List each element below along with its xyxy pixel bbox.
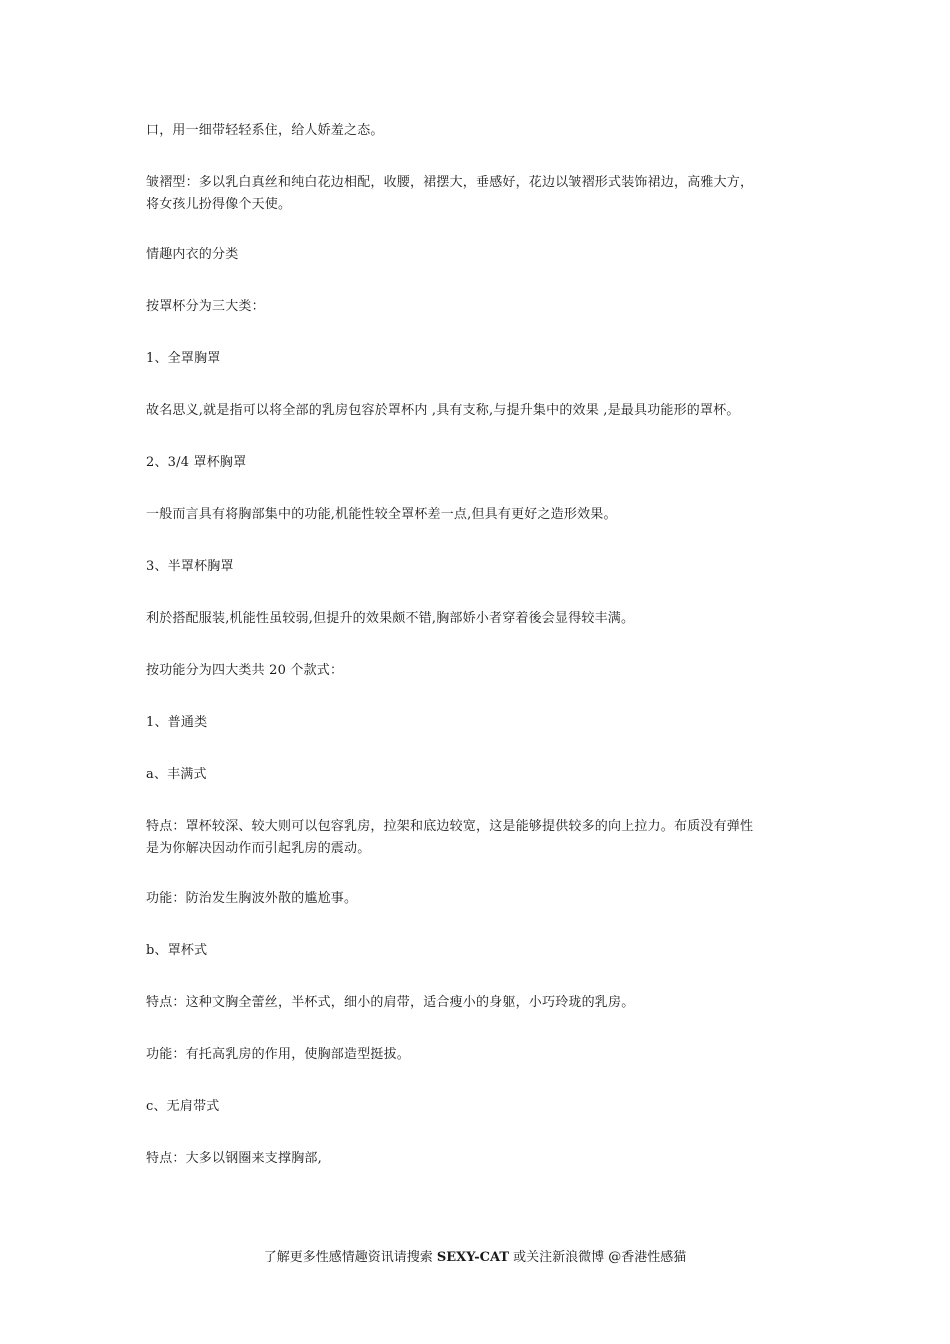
paragraph-line: 口，用一细带轻轻系住，给人娇羞之态。 <box>146 123 384 138</box>
paragraph <box>146 1096 816 1118</box>
paragraph-line: c、无肩带式 <box>146 1099 220 1114</box>
paragraph <box>146 400 816 422</box>
paragraph-line: 利於搭配服装,机能性虽较弱,但提升的效果颇不错,胸部娇小者穿着後会显得较丰满。 <box>146 611 635 626</box>
paragraph-line: 按罩杯分为三大类： <box>146 299 265 314</box>
paragraph-line: 故名思义,就是指可以将全部的乳房包容於罩杯内 ,具有支称,与提升集中的效果 ,是最具功能形的罩杯。 <box>146 403 740 418</box>
paragraph-line: 特点：罩杯较深、较大则可以包容乳房，拉架和底边较宽，这是能够提供较多的向上拉力。布质没有弹性 <box>146 819 754 834</box>
paragraph <box>146 120 816 142</box>
paragraph <box>146 712 816 734</box>
paragraph-line: 1、全罩胸罩 <box>146 351 221 366</box>
paragraph-line: 特点：这种文胸全蕾丝，半杯式，细小的肩带，适合瘦小的身躯，小巧玲珑的乳房。 <box>146 995 635 1010</box>
footer-brand: SEXY-CAT <box>436 1250 510 1265</box>
paragraph-line: 特点：大多以钢圈来支撑胸部, <box>146 1151 322 1166</box>
paragraph <box>146 172 816 216</box>
document-body <box>146 120 816 1200</box>
footer-prefix: 了解更多性感情趣资讯请搜索 <box>263 1250 437 1265</box>
paragraph-line: 功能：有托高乳房的作用，使胸部造型挺拔。 <box>146 1047 411 1062</box>
paragraph-line: 一般而言具有将胸部集中的功能,机能性较全罩杯差一点,但具有更好之造形效果。 <box>146 507 617 522</box>
paragraph-line: b、罩杯式 <box>146 943 208 958</box>
paragraph <box>146 940 816 962</box>
paragraph <box>146 764 816 786</box>
paragraph-line: 功能：防治发生胸波外散的尴尬事。 <box>146 891 358 906</box>
paragraph <box>146 504 816 526</box>
paragraph <box>146 992 816 1014</box>
paragraph-line: 皱褶型：多以乳白真丝和纯白花边相配，收腰，裙摆大，垂感好，花边以皱褶形式装饰裙边，高雅大方， <box>146 175 754 190</box>
paragraph <box>146 452 816 474</box>
paragraph <box>146 1148 816 1170</box>
paragraph-line: 2、3/4 罩杯胸罩 <box>146 455 247 470</box>
paragraph <box>146 660 816 682</box>
page-footer <box>0 1248 950 1268</box>
paragraph-line: 情趣内衣的分类 <box>146 247 239 262</box>
paragraph <box>146 1044 816 1066</box>
footer-suffix: 或关注新浪微博 @香港性感猫 <box>509 1250 687 1265</box>
paragraph <box>146 556 816 578</box>
paragraph-line: a、丰满式 <box>146 767 207 782</box>
paragraph <box>146 816 816 860</box>
paragraph <box>146 244 816 266</box>
paragraph <box>146 608 816 630</box>
paragraph <box>146 348 816 370</box>
paragraph-line: 1、普通类 <box>146 715 208 730</box>
paragraph <box>146 296 816 318</box>
paragraph <box>146 888 816 910</box>
paragraph-line: 3、半罩杯胸罩 <box>146 559 234 574</box>
paragraph-line: 将女孩儿扮得像个天使。 <box>146 197 292 212</box>
paragraph-line: 是为你解决因动作而引起乳房的震动。 <box>146 841 371 856</box>
paragraph-line: 按功能分为四大类共 20 个款式： <box>146 663 344 678</box>
